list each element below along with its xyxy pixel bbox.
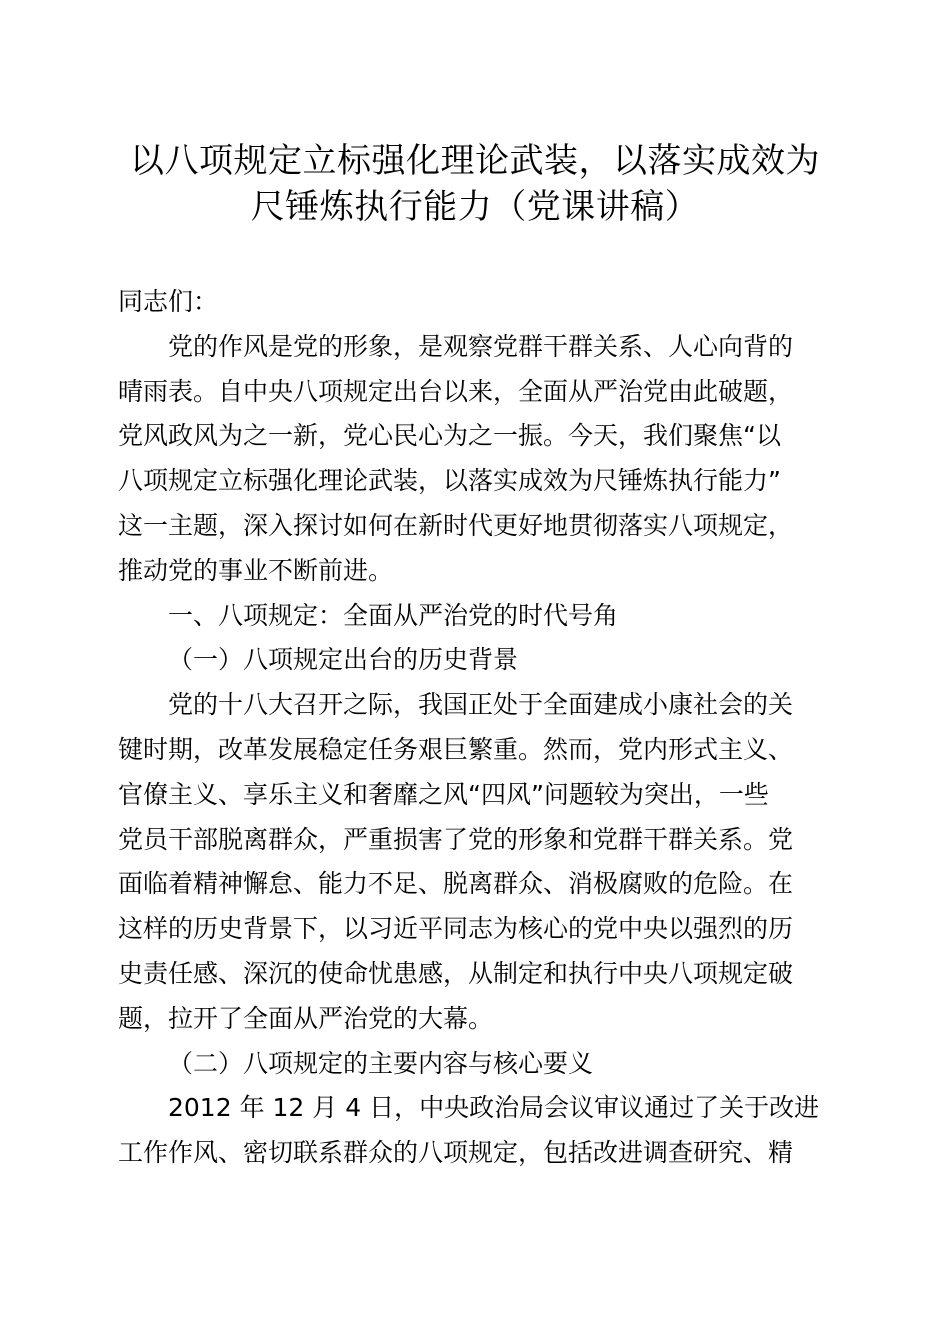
paragraph-line: 这样的历史背景下，以习近平同志为核心的党中央以强烈的历 (118, 914, 794, 944)
paragraph-line: 键时期，改革发展稳定任务艰巨繁重。然而，党内形式主义、 (118, 734, 794, 764)
paragraph-line: 推动党的事业不断前进。 (118, 555, 394, 585)
paragraph-line: 工作作风、密切联系群众的八项规定，包括改进调查研究、精 (118, 1138, 794, 1168)
paragraph-line: 晴雨表。自中央八项规定出台以来，全面从严治党由此破题， (118, 376, 794, 406)
paragraph-line: 党的十八大召开之际，我国正处于全面建成小康社会的关 (168, 690, 794, 720)
paragraph-line: 党风政风为之一新，党心民心为之一振。今天，我们聚焦“以 (118, 421, 781, 451)
paragraph-line: 面临着精神懈怠、能力不足、脱离群众、消极腐败的危险。在 (118, 869, 794, 899)
paragraph-line: 党员干部脱离群众，严重损害了党的形象和党群干群关系。党 (118, 824, 794, 854)
document-title (100, 138, 850, 230)
subsection-heading: （二）八项规定的主要内容与核心要义 (168, 1048, 594, 1078)
paragraph-line: 党的作风是党的形象，是观察党群干群关系、人心向背的 (168, 331, 794, 361)
paragraph-line: 这一主题，深入探讨如何在新时代更好地贯彻落实八项规定， (118, 510, 794, 540)
title-line-2: 尺锤炼执行能力（党课讲稿） (250, 187, 700, 227)
subsection-heading: （一）八项规定出台的历史背景 (168, 645, 519, 675)
paragraph-line: 2012 年 12 月 4 日，中央政治局会议审议通过了关于改进 (168, 1093, 820, 1123)
section-heading: 一、八项规定：全面从严治党的时代号角 (168, 600, 619, 630)
paragraph-line: 题，拉开了全面从严治党的大幕。 (118, 1003, 494, 1033)
salutation: 同志们： (118, 287, 219, 316)
paragraph-line: 官僚主义、享乐主义和奢靡之风“四风”问题较为突出，一些 (118, 779, 769, 809)
paragraph-line: 八项规定立标强化理论武装，以落实成效为尺锤炼执行能力” (118, 466, 781, 496)
title-line-1: 以八项规定立标强化理论武装，以落实成效为 (130, 141, 820, 181)
document-body (118, 280, 830, 1176)
paragraph-line: 史责任感、深沉的使命忧患感，从制定和执行中央八项规定破 (118, 958, 794, 988)
